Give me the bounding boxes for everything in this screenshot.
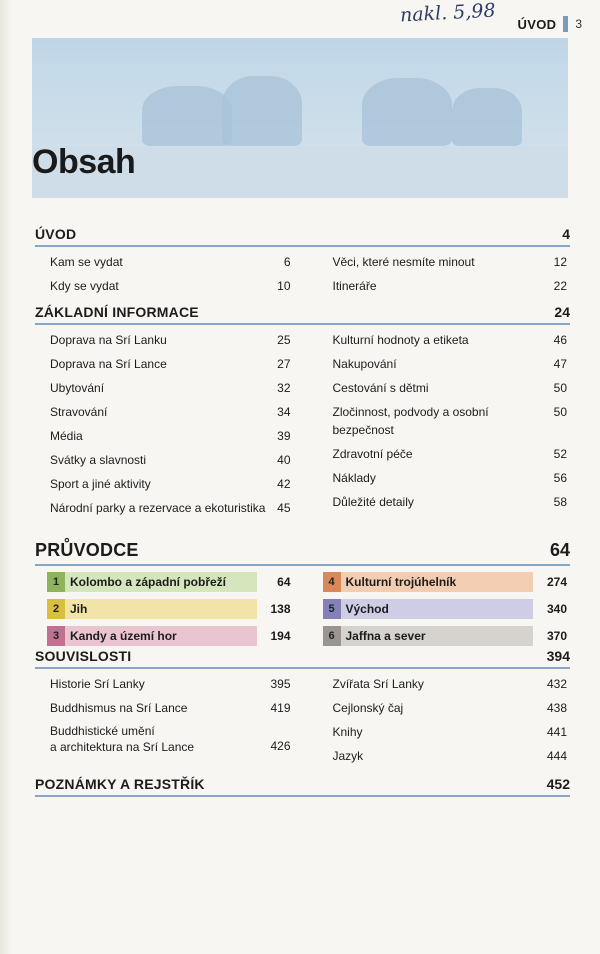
section-poznamky bbox=[35, 776, 570, 797]
running-head bbox=[518, 16, 582, 32]
region-number: 6 bbox=[323, 626, 341, 646]
page-number: 3 bbox=[575, 17, 582, 31]
section-header[interactable] bbox=[35, 304, 570, 325]
column-left bbox=[35, 572, 303, 653]
header-banner bbox=[32, 38, 568, 198]
section-page: 394 bbox=[546, 648, 570, 664]
section-pruvodce bbox=[35, 540, 570, 653]
running-head-bar bbox=[563, 16, 568, 32]
region-number: 2 bbox=[47, 599, 65, 619]
running-head-title: ÚVOD bbox=[517, 16, 557, 32]
column-left bbox=[35, 675, 303, 771]
toc-entry[interactable]: Buddhistické umění a architektura na Srí Lance 426 bbox=[50, 724, 291, 754]
toc-entry[interactable]: Doprava na Srí Lance 27 bbox=[50, 357, 291, 371]
region-page: 274 bbox=[546, 575, 567, 589]
region-page: 194 bbox=[270, 629, 291, 643]
toc-entry[interactable]: Zdravotní péče 52 bbox=[332, 447, 567, 461]
section-souvislosti bbox=[35, 648, 570, 771]
page-title: Obsah bbox=[32, 143, 136, 181]
toc-entry[interactable]: Knihy 441 bbox=[332, 725, 567, 739]
region-page: 64 bbox=[277, 575, 291, 589]
section-title: ZÁKLADNÍ INFORMACE bbox=[35, 304, 199, 320]
section-page: 24 bbox=[554, 304, 570, 320]
region-page: 370 bbox=[546, 629, 567, 643]
section-title: ÚVOD bbox=[35, 226, 77, 242]
region-name: Východ bbox=[341, 599, 534, 619]
column-right bbox=[303, 572, 571, 653]
section-page: 452 bbox=[546, 776, 570, 792]
toc-entry[interactable]: Cestování s dětmi 50 bbox=[332, 381, 567, 395]
toc-entry[interactable]: Důležité detaily 58 bbox=[332, 495, 567, 509]
toc-entry[interactable]: Svátky a slavnosti 40 bbox=[50, 453, 291, 467]
toc-entry[interactable]: Buddhismus na Srí Lance 419 bbox=[50, 701, 291, 715]
section-title: PRŮVODCE bbox=[35, 540, 139, 560]
section-header[interactable] bbox=[35, 776, 570, 797]
toc-entry[interactable]: Historie Srí Lanky 395 bbox=[50, 677, 291, 691]
region-entry[interactable] bbox=[47, 599, 291, 619]
section-page: 4 bbox=[562, 226, 570, 242]
toc-entry[interactable]: Ubytování 32 bbox=[50, 381, 291, 395]
column-left bbox=[35, 331, 303, 523]
region-page: 138 bbox=[270, 602, 291, 616]
region-name: Kolombo a západní pobřeží bbox=[65, 572, 257, 592]
section-zakladni bbox=[35, 304, 570, 523]
section-title: SOUVISLOSTI bbox=[35, 648, 132, 664]
section-header[interactable] bbox=[35, 648, 570, 669]
section-header[interactable] bbox=[35, 226, 570, 247]
region-entry[interactable] bbox=[47, 572, 291, 592]
toc-entry[interactable]: Cejlonský čaj 438 bbox=[332, 701, 567, 715]
region-name: Kandy a území hor bbox=[65, 626, 257, 646]
toc-entry[interactable]: Náklady 56 bbox=[332, 471, 567, 485]
toc-entry[interactable]: Nakupování 47 bbox=[332, 357, 567, 371]
region-number: 1 bbox=[47, 572, 65, 592]
handwritten-note: nakl. 5,98 bbox=[399, 0, 497, 27]
toc-entry[interactable]: Stravování 34 bbox=[50, 405, 291, 419]
region-entry[interactable] bbox=[323, 626, 568, 646]
column-right bbox=[303, 675, 571, 771]
region-entry[interactable] bbox=[323, 572, 568, 592]
region-number: 5 bbox=[323, 599, 341, 619]
toc-entry[interactable]: Doprava na Srí Lanku 25 bbox=[50, 333, 291, 347]
column-right bbox=[303, 331, 571, 523]
section-uvod bbox=[35, 226, 570, 301]
region-entry[interactable] bbox=[323, 599, 568, 619]
toc-entry[interactable]: Média 39 bbox=[50, 429, 291, 443]
toc-entry[interactable]: Sport a jiné aktivity 42 bbox=[50, 477, 291, 491]
toc-entry[interactable]: Kam se vydat 6 bbox=[50, 255, 291, 269]
toc-entry[interactable]: Itineráře 22 bbox=[332, 279, 567, 293]
page-gutter bbox=[0, 0, 12, 954]
toc-entry[interactable]: Zločinnost, podvody a osobní bezpečnost 50 bbox=[332, 405, 567, 437]
column-left bbox=[35, 253, 303, 301]
toc-entry[interactable]: Věci, které nesmíte minout 12 bbox=[332, 255, 567, 269]
section-page: 64 bbox=[549, 540, 570, 560]
column-right bbox=[303, 253, 571, 301]
toc-entry[interactable]: Kulturní hodnoty a etiketa 46 bbox=[332, 333, 567, 347]
region-page: 340 bbox=[546, 602, 567, 616]
region-number: 4 bbox=[323, 572, 341, 592]
region-name: Jih bbox=[65, 599, 257, 619]
toc-entry[interactable]: Zvířata Srí Lanky 432 bbox=[332, 677, 567, 691]
region-name: Jaffna a sever bbox=[341, 626, 534, 646]
section-header[interactable] bbox=[35, 540, 570, 566]
section-title: POZNÁMKY A REJSTŘÍK bbox=[35, 776, 205, 792]
region-number: 3 bbox=[47, 626, 65, 646]
toc-entry[interactable]: Jazyk 444 bbox=[332, 749, 567, 763]
region-name: Kulturní trojúhelník bbox=[341, 572, 534, 592]
toc-entry[interactable]: Kdy se vydat 10 bbox=[50, 279, 291, 293]
toc-entry[interactable]: Národní parky a rezervace a ekoturistika 45 bbox=[50, 501, 291, 515]
region-entry[interactable] bbox=[47, 626, 291, 646]
